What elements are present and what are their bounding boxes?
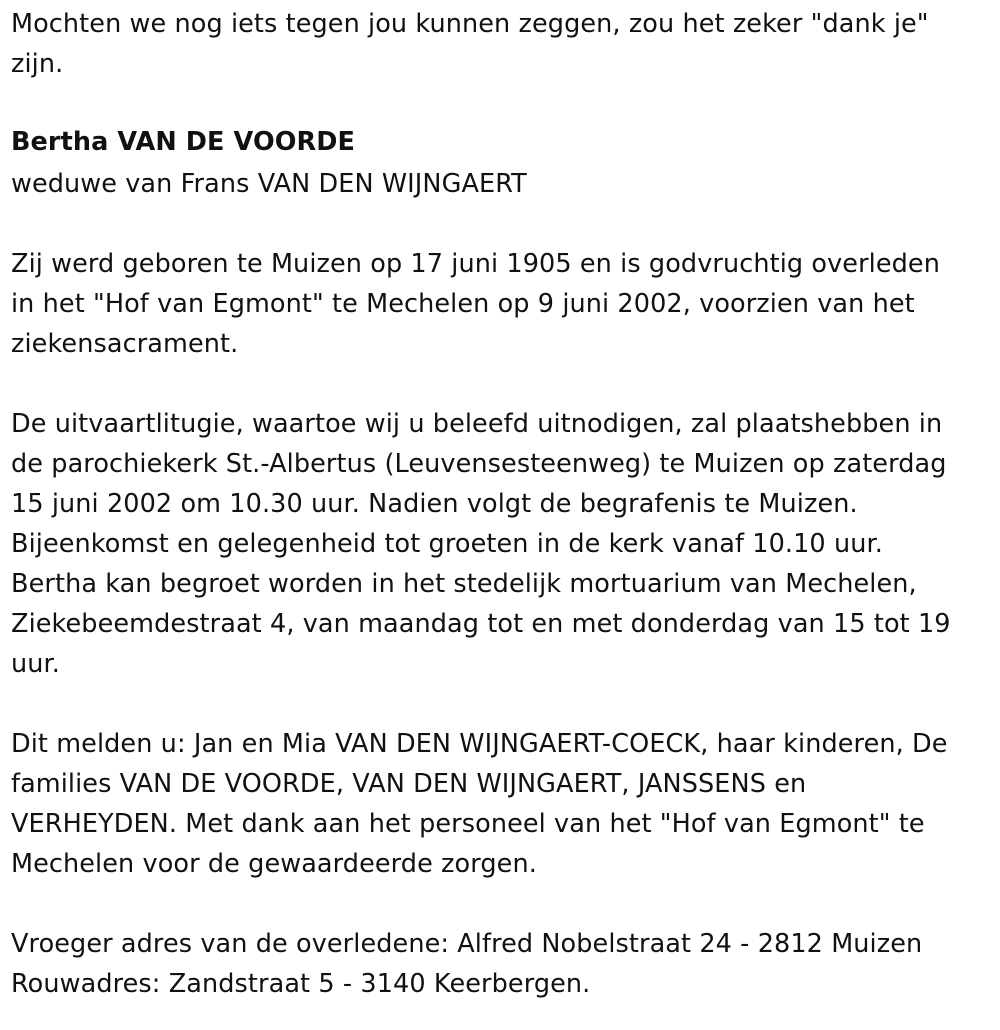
birth-death-line: ziekensacrament. [11,329,239,359]
birth-death-line: in het "Hof van Egmont" te Mechelen op 9 juni 2002, voorzien van het [11,289,915,319]
birth-death-line: Zij werd geboren te Muizen op 17 juni 1905 en is godvruchtig overleden [11,249,940,279]
paragraph-spacer [11,364,996,404]
funeral-line: de parochiekerk St.-Albertus (Leuvensesteenweg) te Muizen op zaterdag [11,449,947,479]
intro-line: zijn. [11,49,64,79]
announcement-line: families VAN DE VOORDE, VAN DEN WIJNGAERT, JANSSENS en [11,769,807,799]
funeral-line: Bijeenkomst en gelegenheid tot groeten in de kerk vanaf 10.10 uur. [11,529,883,559]
funeral-line: 15 juni 2002 om 10.30 uur. Nadien volgt de begrafenis te Muizen. [11,489,858,519]
announcement-line: Mechelen voor de gewaardeerde zorgen. [11,849,537,879]
intro-paragraph [11,4,996,84]
deceased-relation: weduwe van Frans VAN DEN WIJNGAERT [11,169,527,199]
obituary-document [11,4,996,1004]
funeral-line: uur. [11,649,60,679]
birth-death-paragraph [11,244,996,364]
previous-address: Vroeger adres van de overledene: Alfred Nobelstraat 24 - 2812 Muizen [11,929,923,959]
funeral-line: Ziekebeemdestraat 4, van maandag tot en met donderdag van 15 tot 19 [11,609,951,639]
announcement-line: Dit melden u: Jan en Mia VAN DEN WIJNGAERT-COECK, haar kinderen, De [11,729,948,759]
mourning-address: Rouwadres: Zandstraat 5 - 3140 Keerbergen. [11,969,591,999]
funeral-line: De uitvaartlitugie, waartoe wij u beleefd uitnodigen, zal plaatshebben in [11,409,943,439]
paragraph-spacer [11,684,996,724]
deceased-name: Bertha VAN DE VOORDE [11,127,356,157]
paragraph-spacer [11,884,996,924]
paragraph-spacer [11,84,996,120]
addresses-paragraph [11,924,996,1004]
announcement-line: VERHEYDEN. Met dank aan het personeel van het "Hof van Egmont" te [11,809,925,839]
intro-line: Mochten we nog iets tegen jou kunnen zeggen, zou het zeker "dank je" [11,9,929,39]
announcement-paragraph [11,724,996,884]
funeral-line: Bertha kan begroet worden in het stedelijk mortuarium van Mechelen, [11,569,917,599]
funeral-paragraph [11,404,996,684]
paragraph-spacer [11,204,996,244]
